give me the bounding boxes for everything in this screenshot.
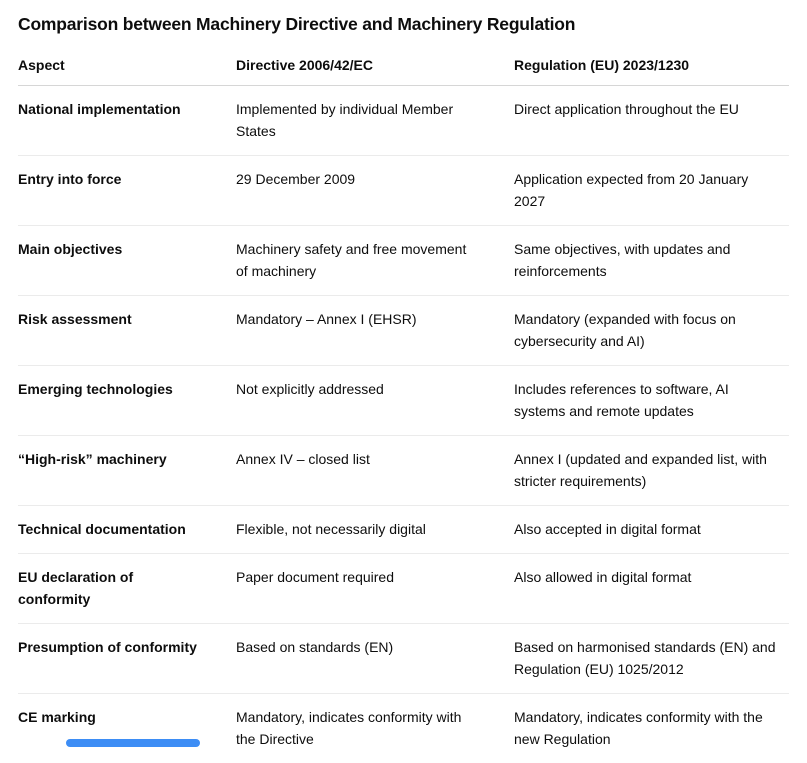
regulation-cell: Same objectives, with updates and reinforcements: [514, 226, 789, 296]
aspect-cell: Main objectives: [18, 226, 236, 296]
aspect-cell: “High-risk” machinery: [18, 436, 236, 506]
table-row: [18, 86, 789, 156]
table-row: [18, 156, 789, 226]
aspect-cell: Technical documentation: [18, 506, 236, 554]
regulation-cell: Also accepted in digital format: [514, 506, 789, 554]
aspect-cell: Presumption of conformity: [18, 624, 236, 694]
table-body: [18, 86, 789, 763]
regulation-cell: Also allowed in digital format: [514, 554, 789, 624]
aspect-cell: Risk assessment: [18, 296, 236, 366]
directive-cell: Based on standards (EN): [236, 624, 514, 694]
regulation-cell: Direct application throughout the EU: [514, 86, 789, 156]
regulation-cell: Mandatory (expanded with focus on cybersecurity and AI): [514, 296, 789, 366]
directive-cell: Mandatory, indicates conformity with the Directive: [236, 694, 514, 763]
comparison-table: [18, 49, 789, 763]
directive-cell: Annex IV – closed list: [236, 436, 514, 506]
directive-cell: 29 December 2009: [236, 156, 514, 226]
directive-cell: Mandatory – Annex I (EHSR): [236, 296, 514, 366]
directive-cell: Paper document required: [236, 554, 514, 624]
table-header-row: [18, 49, 789, 86]
aspect-cell: EU declaration of conformity: [18, 554, 236, 624]
regulation-cell: Application expected from 20 January 2027: [514, 156, 789, 226]
table-row: [18, 554, 789, 624]
directive-cell: Flexible, not necessarily digital: [236, 506, 514, 554]
table-row: [18, 624, 789, 694]
directive-cell: Implemented by individual Member States: [236, 86, 514, 156]
directive-cell: Not explicitly addressed: [236, 366, 514, 436]
table-header: [18, 49, 789, 86]
table-row: [18, 226, 789, 296]
regulation-cell: Annex I (updated and expanded list, with stricter requirements): [514, 436, 789, 506]
column-header-directive: Directive 2006/42/EC: [236, 49, 514, 86]
column-header-regulation: Regulation (EU) 2023/1230: [514, 49, 789, 86]
table-row: [18, 694, 789, 763]
regulation-cell: Includes references to software, AI systems and remote updates: [514, 366, 789, 436]
directive-cell: Machinery safety and free movement of machinery: [236, 226, 514, 296]
table-row: [18, 506, 789, 554]
table-row: [18, 436, 789, 506]
regulation-cell: Mandatory, indicates conformity with the new Regulation: [514, 694, 789, 763]
regulation-cell: Based on harmonised standards (EN) and Regulation (EU) 1025/2012: [514, 624, 789, 694]
aspect-cell: Emerging technologies: [18, 366, 236, 436]
column-header-aspect: Aspect: [18, 49, 236, 86]
table-row: [18, 366, 789, 436]
aspect-cell: CE marking: [18, 694, 236, 763]
page-title: Comparison between Machinery Directive and Machinery Regulation: [18, 13, 789, 35]
aspect-cell: National implementation: [18, 86, 236, 156]
aspect-cell: Entry into force: [18, 156, 236, 226]
table-row: [18, 296, 789, 366]
